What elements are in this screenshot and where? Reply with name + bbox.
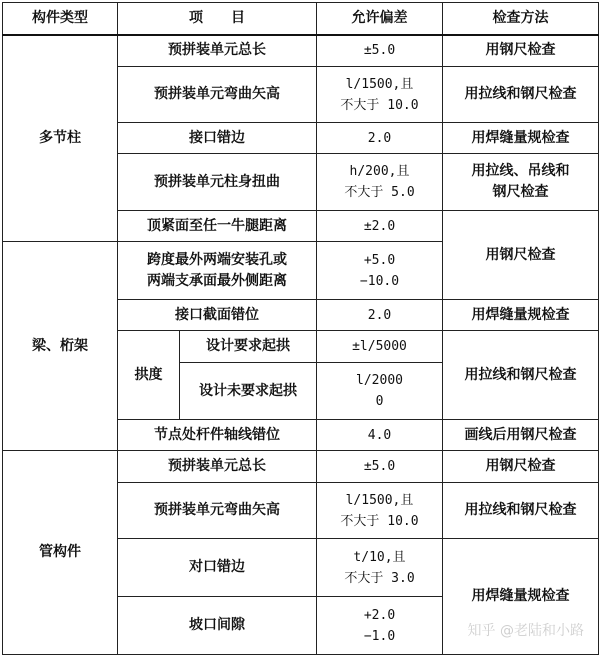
inspection-table [2, 2, 599, 655]
method-cell: 用焊缝量规检查 [443, 123, 599, 154]
group-cell: 拱度 [118, 331, 180, 420]
tolerance-cell [317, 154, 443, 211]
tolerance-cell: ±l/5000 [317, 331, 443, 363]
item-cell [118, 242, 317, 300]
method-cell: 用钢尺检查 [443, 451, 599, 483]
item-line: 跨度最外两端安装孔或 [147, 251, 287, 268]
item-cell: 预拼装单元总长 [118, 451, 317, 483]
tolerance-line: 0 [375, 394, 384, 409]
item-cell: 接口截面错位 [118, 300, 317, 331]
tolerance-cell [317, 539, 443, 597]
method-cell: 用拉线和钢尺检查 [443, 67, 599, 123]
tolerance-cell [317, 597, 443, 655]
tolerance-line: h/200,且 [349, 164, 410, 179]
type-cell: 管构件 [3, 451, 118, 655]
header-method: 检查方法 [443, 3, 599, 35]
tolerance-line: 不大于 5.0 [344, 185, 415, 200]
item-cell: 预拼装单元弯曲矢高 [118, 67, 317, 123]
method-cell: 用钢尺检查 [443, 211, 599, 300]
tolerance-line: +2.0 [363, 607, 396, 623]
item-cell: 坡口间隙 [118, 597, 317, 655]
method-cell [443, 154, 599, 211]
table-row [3, 35, 599, 67]
header-type: 构件类型 [3, 3, 118, 35]
tolerance-cell [317, 67, 443, 123]
item-cell: 预拼装单元柱身扭曲 [118, 154, 317, 211]
tolerance-line: −10.0 [359, 273, 400, 289]
tolerance-cell [317, 242, 443, 300]
tolerance-cell: 2.0 [317, 300, 443, 331]
item-cell: 顶紧面至任一牛腿距离 [118, 211, 317, 242]
tolerance-line: 不大于 10.0 [340, 513, 419, 529]
item-line: 两端支承面最外侧距离 [147, 272, 287, 289]
item-cell: 设计要求起拱 [180, 331, 317, 363]
type-cell: 梁、桁架 [3, 242, 118, 451]
tolerance-line: l/1500,且 [345, 76, 414, 92]
method-cell: 用焊缝量规检查 [443, 300, 599, 331]
watermark: 知乎 @老陆和小路 [464, 619, 588, 641]
method-cell: 用拉线和钢尺检查 [443, 331, 599, 420]
tolerance-cell [317, 363, 443, 420]
method-line: 用拉线、吊线和 [471, 163, 570, 179]
table-header-row [3, 3, 599, 35]
table-row [3, 451, 599, 483]
tolerance-cell [317, 483, 443, 539]
item-cell: 预拼装单元总长 [118, 35, 317, 67]
tolerance-line: l/1500,且 [345, 492, 414, 508]
item-cell: 节点处杆件轴线错位 [118, 420, 317, 451]
tolerance-line: 不大于 10.0 [340, 97, 419, 113]
tolerance-line: 不大于 3.0 [344, 570, 415, 586]
tolerance-cell: ±5.0 [317, 35, 443, 67]
tolerance-cell: ±2.0 [317, 211, 443, 242]
tolerance-cell: 2.0 [317, 123, 443, 154]
tolerance-line: +5.0 [363, 252, 396, 268]
method-cell: 用钢尺检查 [443, 35, 599, 67]
method-line: 钢尺检查 [492, 184, 549, 200]
item-cell: 预拼装单元弯曲矢高 [118, 483, 317, 539]
tolerance-line: l/2000 [356, 373, 403, 388]
item-cell: 对口错边 [118, 539, 317, 597]
method-cell: 画线后用钢尺检查 [443, 420, 599, 451]
item-cell: 接口错边 [118, 123, 317, 154]
tolerance-cell: 4.0 [317, 420, 443, 451]
method-cell: 用焊缝量规检查 [443, 539, 599, 655]
item-cell: 设计未要求起拱 [180, 363, 317, 420]
header-tolerance: 允许偏差 [317, 3, 443, 35]
header-item: 项 目 [118, 3, 317, 35]
tolerance-line: t/10,且 [353, 549, 406, 565]
tolerance-cell: ±5.0 [317, 451, 443, 483]
method-cell: 用拉线和钢尺检查 [443, 483, 599, 539]
tolerance-line: −1.0 [363, 628, 396, 644]
type-cell: 多节柱 [3, 35, 118, 242]
